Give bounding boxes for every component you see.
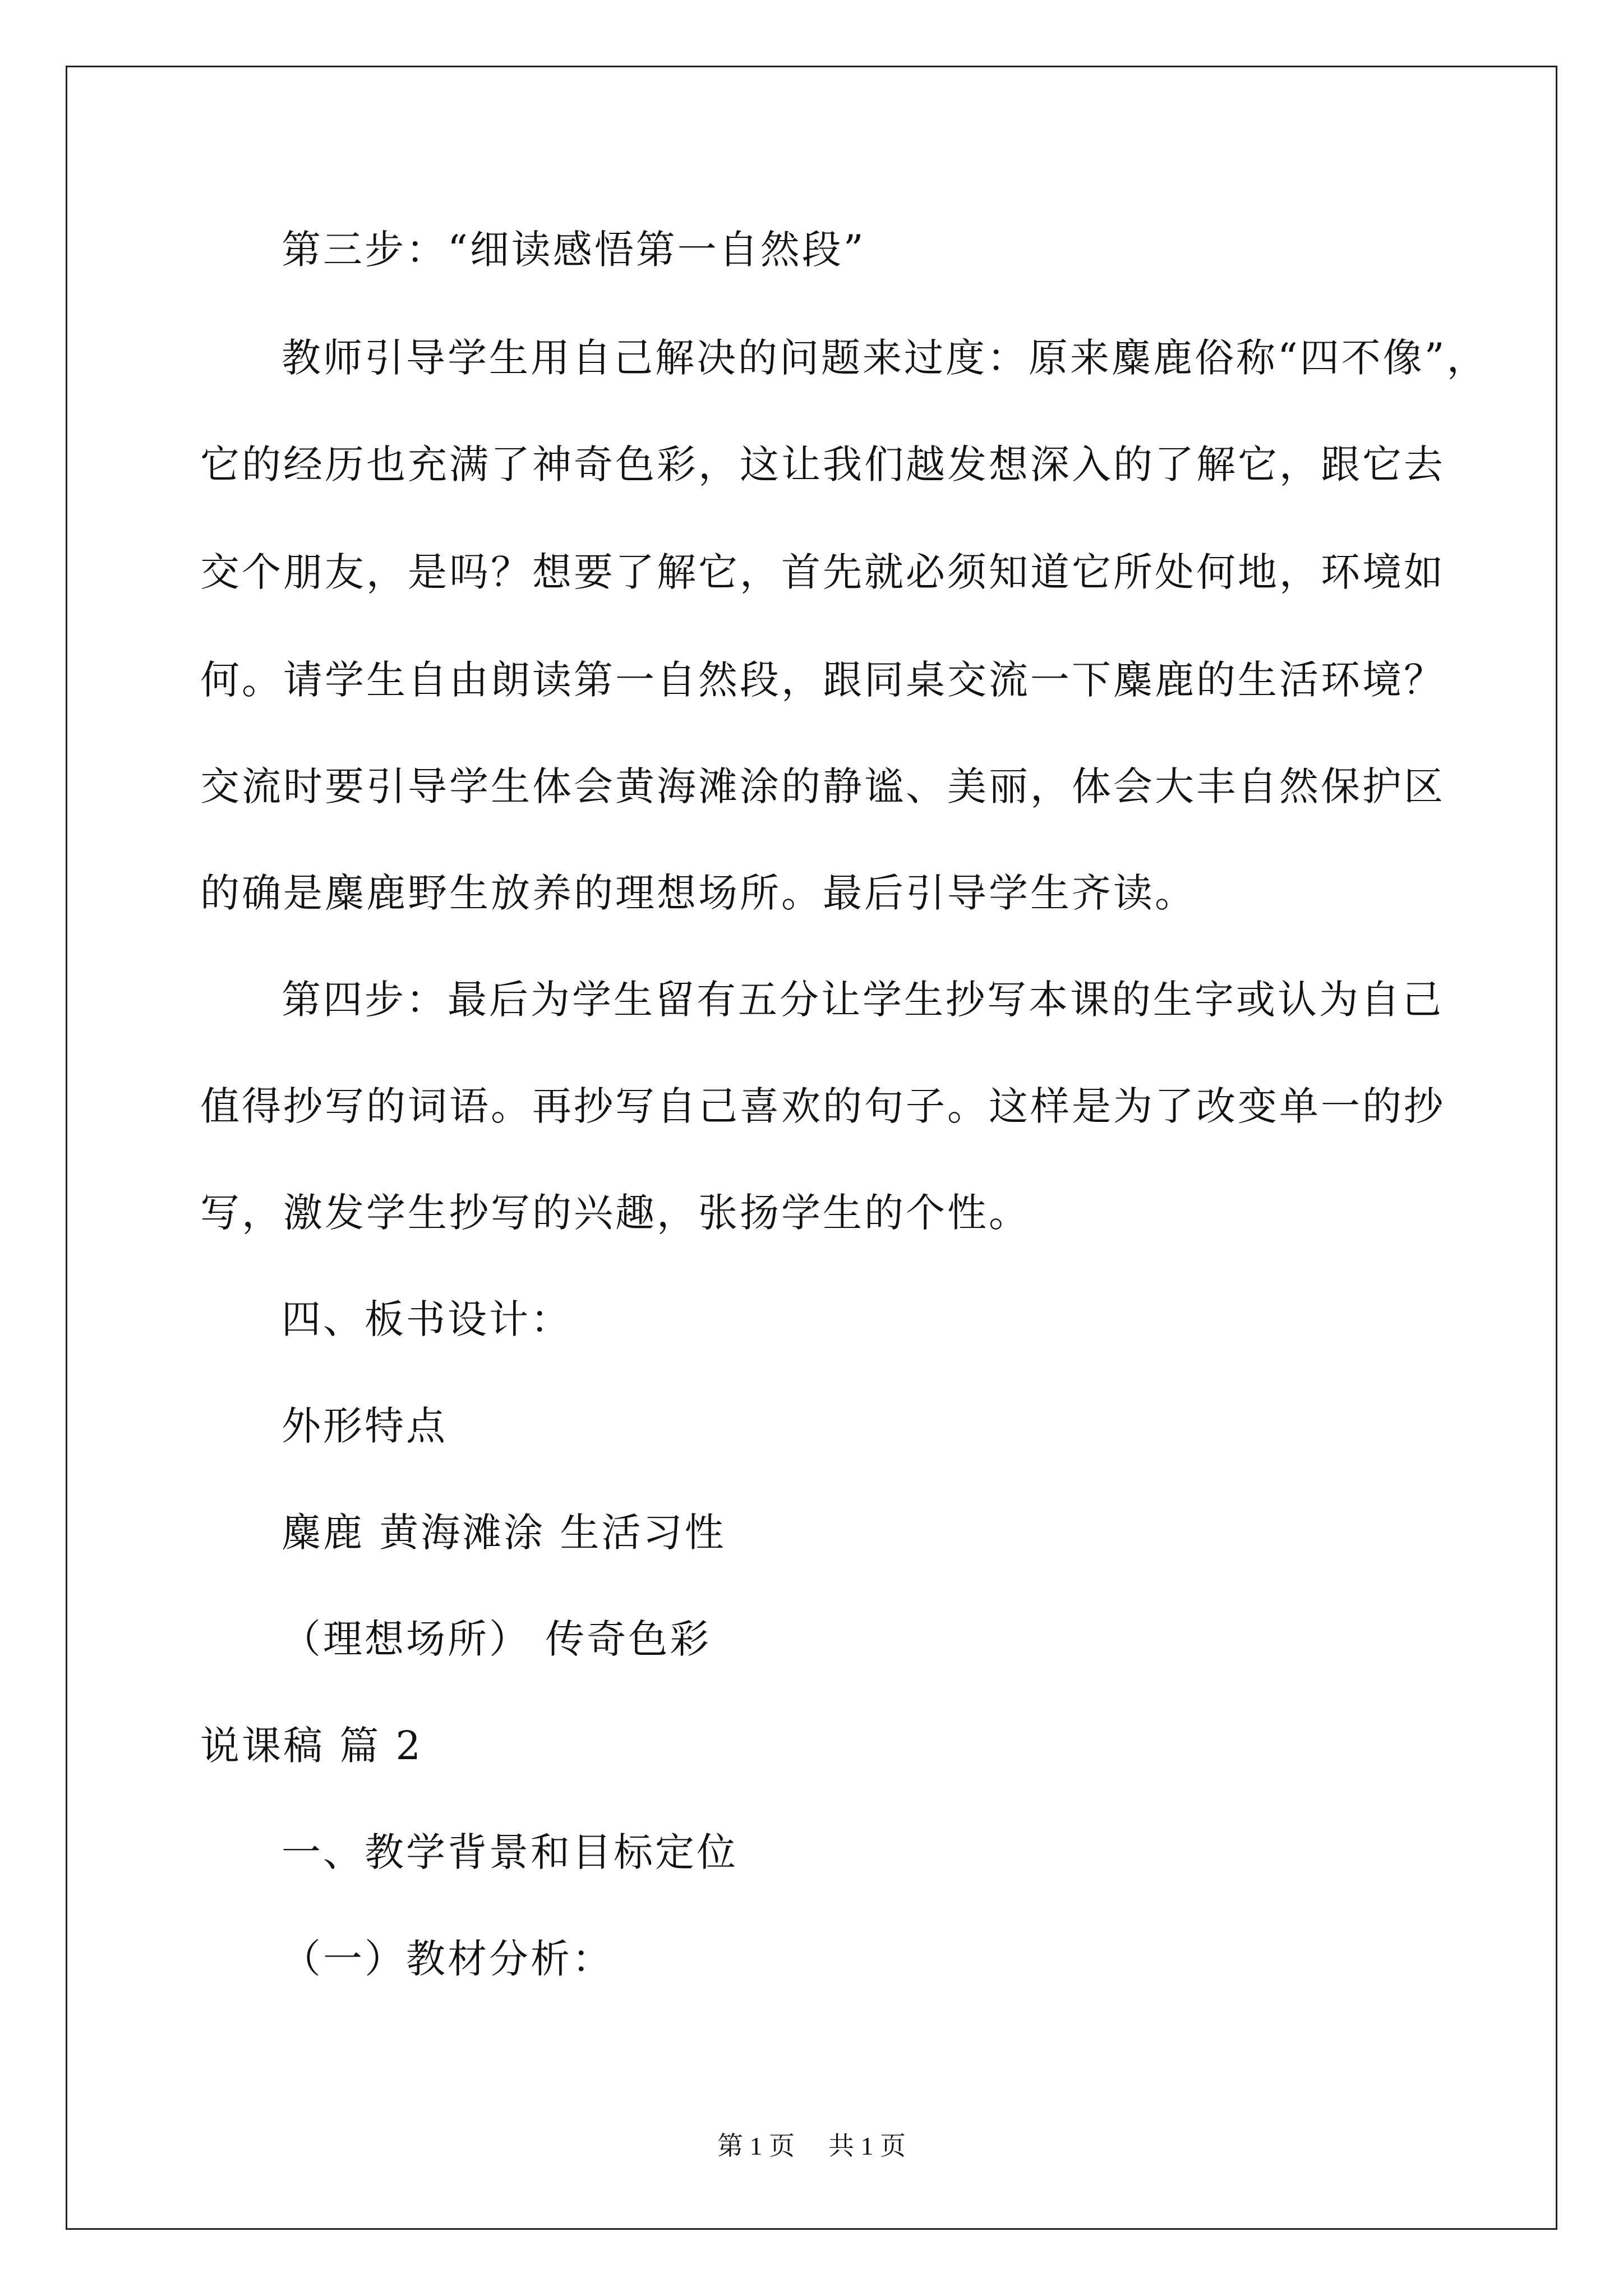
- section-heading: 一、教学背景和目标定位: [282, 1829, 738, 1875]
- section-title: 说课稿 篇 2: [200, 1723, 423, 1769]
- blackboard-design-heading: 四、板书设计：: [282, 1296, 572, 1342]
- blackboard-line: 麋鹿 黄海滩涂 生活习性: [282, 1510, 726, 1556]
- page-total: 共 1 页: [828, 2132, 906, 2160]
- paragraph-line: 何。请学生自由朗读第一自然段，跟同桌交流一下麋鹿的生活环境？: [200, 657, 1445, 703]
- paragraph-line: 写，激发学生抄写的兴趣，张扬学生的个性。: [200, 1190, 1030, 1236]
- step-three-heading: 第三步：“细读感悟第一自然段”: [282, 227, 866, 273]
- subsection-heading: （一）教材分析：: [282, 1936, 614, 1982]
- paragraph-line: 它的经历也充满了神奇色彩，这让我们越发想深入的了解它，跟它去: [200, 441, 1445, 487]
- paragraph-line: 的确是麋鹿野生放养的理想场所。最后引导学生齐读。: [200, 870, 1196, 916]
- blackboard-line: （理想场所） 传奇色彩: [282, 1616, 712, 1662]
- page-border: [66, 66, 1557, 2230]
- page-number: 第 1 页: [717, 2132, 795, 2160]
- blackboard-line: 外形特点: [282, 1403, 448, 1449]
- paragraph-line: 交个朋友，是吗？想要了解它，首先就必须知道它所处何地，环境如: [200, 549, 1445, 595]
- page-footer: [0, 2131, 1623, 2162]
- step-four-paragraph: 第四步：最后为学生留有五分让学生抄写本课的生字或认为自己: [282, 977, 1444, 1023]
- paragraph-line: 值得抄写的词语。再抄写自己喜欢的句子。这样是为了改变单一的抄: [200, 1083, 1445, 1129]
- paragraph-line: 教师引导学生用自己解决的问题来过度：原来麋鹿俗称“四不像”，: [282, 335, 1488, 381]
- paragraph-line: 交流时要引导学生体会黄海滩涂的静谧、美丽，体会大丰自然保护区: [200, 763, 1445, 809]
